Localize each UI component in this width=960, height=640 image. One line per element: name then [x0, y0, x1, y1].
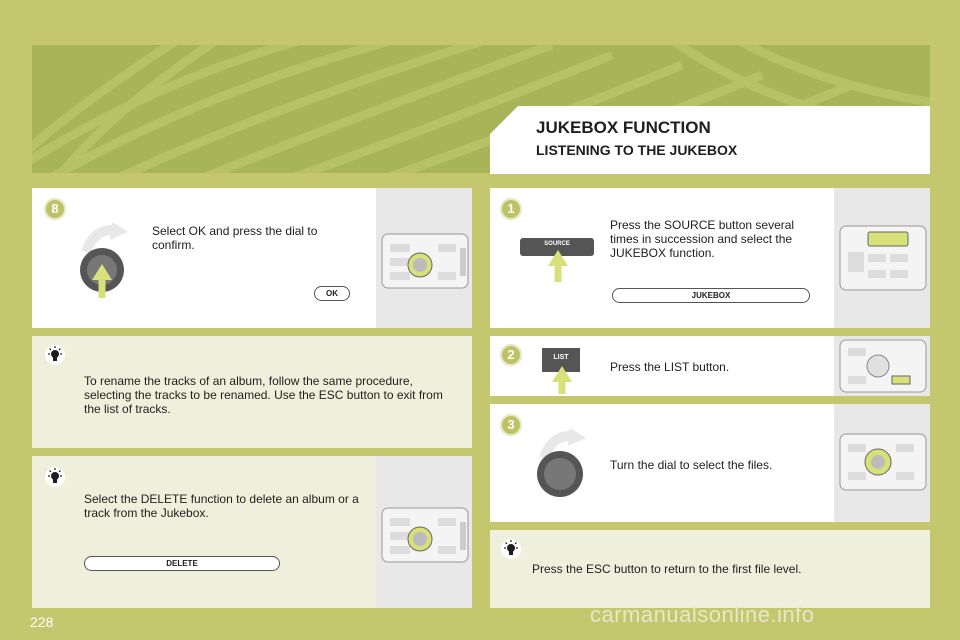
step-3-text: Turn the dial to select the files. — [610, 458, 773, 472]
jukebox-pill: JUKEBOX — [612, 288, 810, 303]
lightbulb-icon — [44, 344, 66, 366]
tip-rename-text: To rename the tracks of an album, follow the same procedure, selecting the tracks to be renamed. Use the ESC button to exit from the list of tracks. — [84, 374, 443, 416]
tip-delete-text: Select the DELETE function to delete an album or a track from the Jukebox. — [84, 492, 359, 520]
list-button-label: LIST — [553, 354, 569, 361]
step-2-text: Press the LIST button. — [610, 360, 730, 374]
step-badge-3: 3 — [500, 414, 522, 436]
radio-panel-photo-2 — [376, 456, 472, 608]
radio-dial-photo — [834, 404, 930, 522]
radio-panel-photo — [376, 188, 472, 328]
rotary-dial-icon — [530, 424, 600, 502]
title-box — [490, 106, 930, 174]
step-8-text: Select OK and press the dial to confirm. — [152, 224, 318, 252]
step-badge-1: 1 — [500, 198, 522, 220]
rotary-dial-icon — [72, 218, 142, 298]
page-title: JUKEBOX FUNCTION — [536, 118, 711, 137]
list-button-icon — [540, 342, 584, 394]
radio-source-photo — [834, 188, 930, 328]
lightbulb-icon — [500, 538, 522, 560]
ok-pill: OK — [314, 286, 350, 301]
watermark: carmanualsonline.info — [590, 602, 815, 627]
source-button-label: SOURCE — [544, 241, 570, 247]
page-number: 228 — [30, 614, 54, 630]
source-button-icon — [520, 238, 598, 282]
lightbulb-icon — [44, 466, 66, 488]
radio-list-photo — [834, 336, 930, 396]
step-badge-8: 8 — [44, 198, 66, 220]
step-badge-2: 2 — [500, 344, 522, 366]
page-subtitle: LISTENING TO THE JUKEBOX — [536, 142, 738, 158]
step-1-text: Press the SOURCE button several times in succession and select the JUKEBOX function. — [610, 218, 795, 260]
tip-esc-text: Press the ESC button to return to the first file level. — [532, 562, 802, 576]
delete-pill: DELETE — [84, 556, 280, 571]
